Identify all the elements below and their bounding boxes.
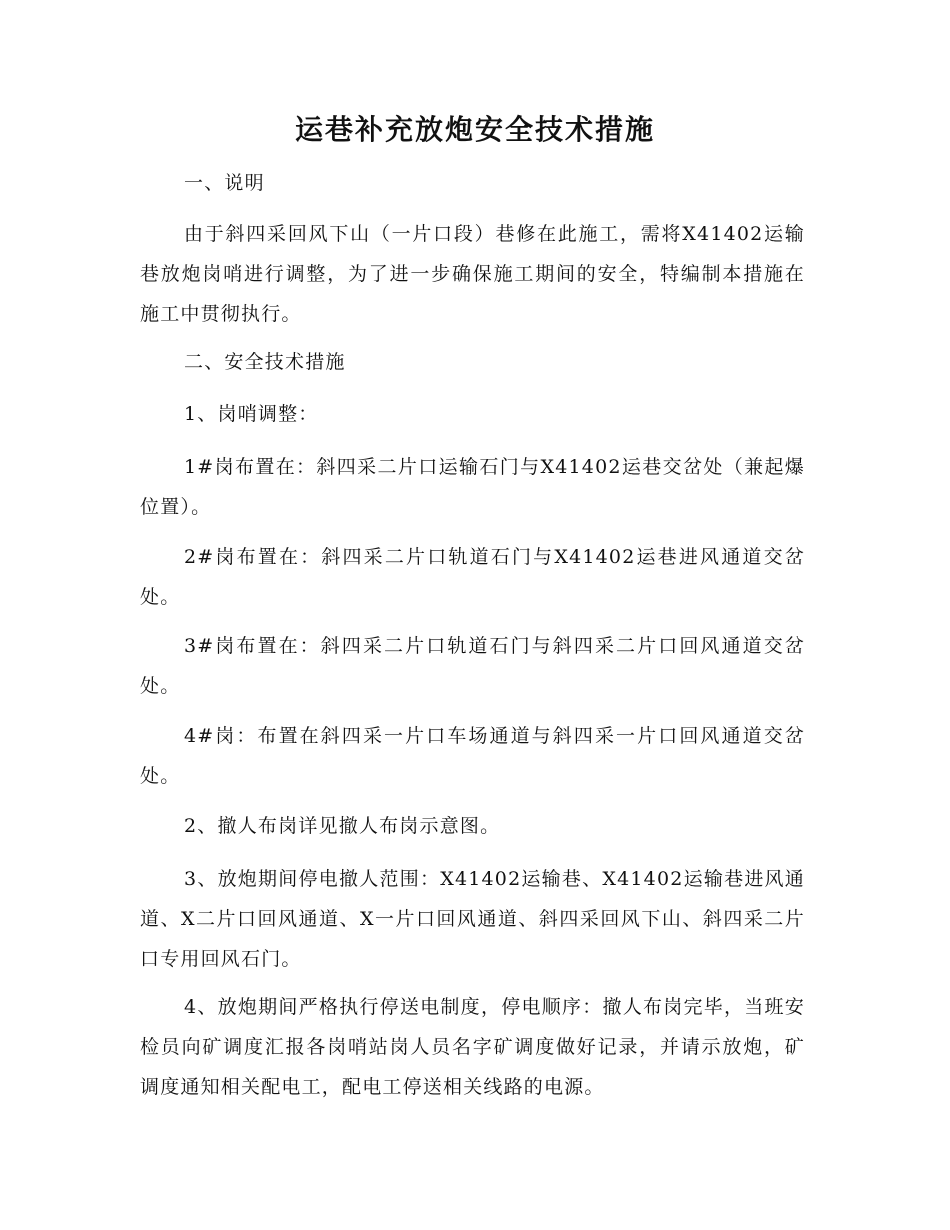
item-power-procedure: 4、放炮期间严格执行停送电制度，停电顺序：撤人布岗完毕，当班安检员向矿调度汇报各岗哨站岗人员名字矿调度做好记录，并请示放炮，矿调度通知相关配电工，配电工停送相关线路的电源。	[140, 996, 805, 1098]
item-post-adjustment: 1、岗哨调整：	[184, 403, 319, 425]
section-heading-explanation: 一、说明	[184, 172, 265, 194]
section-heading-safety-measures: 二、安全技术措施	[184, 351, 346, 373]
post-2-location: 2#岗布置在：斜四采二片口轨道石门与X41402运巷进风通道交岔处。	[140, 546, 805, 608]
document-title: 运巷补充放炮安全技术措施	[294, 113, 655, 146]
post-4-location: 4#岗：布置在斜四采一片口车场通道与斜四采一片口回风通道交岔处。	[140, 725, 805, 787]
item-evacuation-diagram: 2、撤人布岗详见撤人布岗示意图。	[184, 815, 501, 837]
post-1-location: 1#岗布置在：斜四采二片口运输石门与X41402运巷交岔处（兼起爆位置）。	[140, 456, 805, 518]
item-power-off-scope: 3、放炮期间停电撤人范围：X41402运输巷、X41402运输巷进风通道、X二片口回风通道、X一片口回风通道、斜四采回风下山、斜四采二片口专用回风石门。	[140, 868, 805, 970]
intro-paragraph: 由于斜四采回风下山（一片口段）巷修在此施工，需将X41402运输巷放炮岗哨进行调整，为了进一步确保施工期间的安全，特编制本措施在施工中贯彻执行。	[140, 223, 805, 325]
post-3-location: 3#岗布置在：斜四采二片口轨道石门与斜四采二片口回风通道交岔处。	[140, 635, 805, 697]
